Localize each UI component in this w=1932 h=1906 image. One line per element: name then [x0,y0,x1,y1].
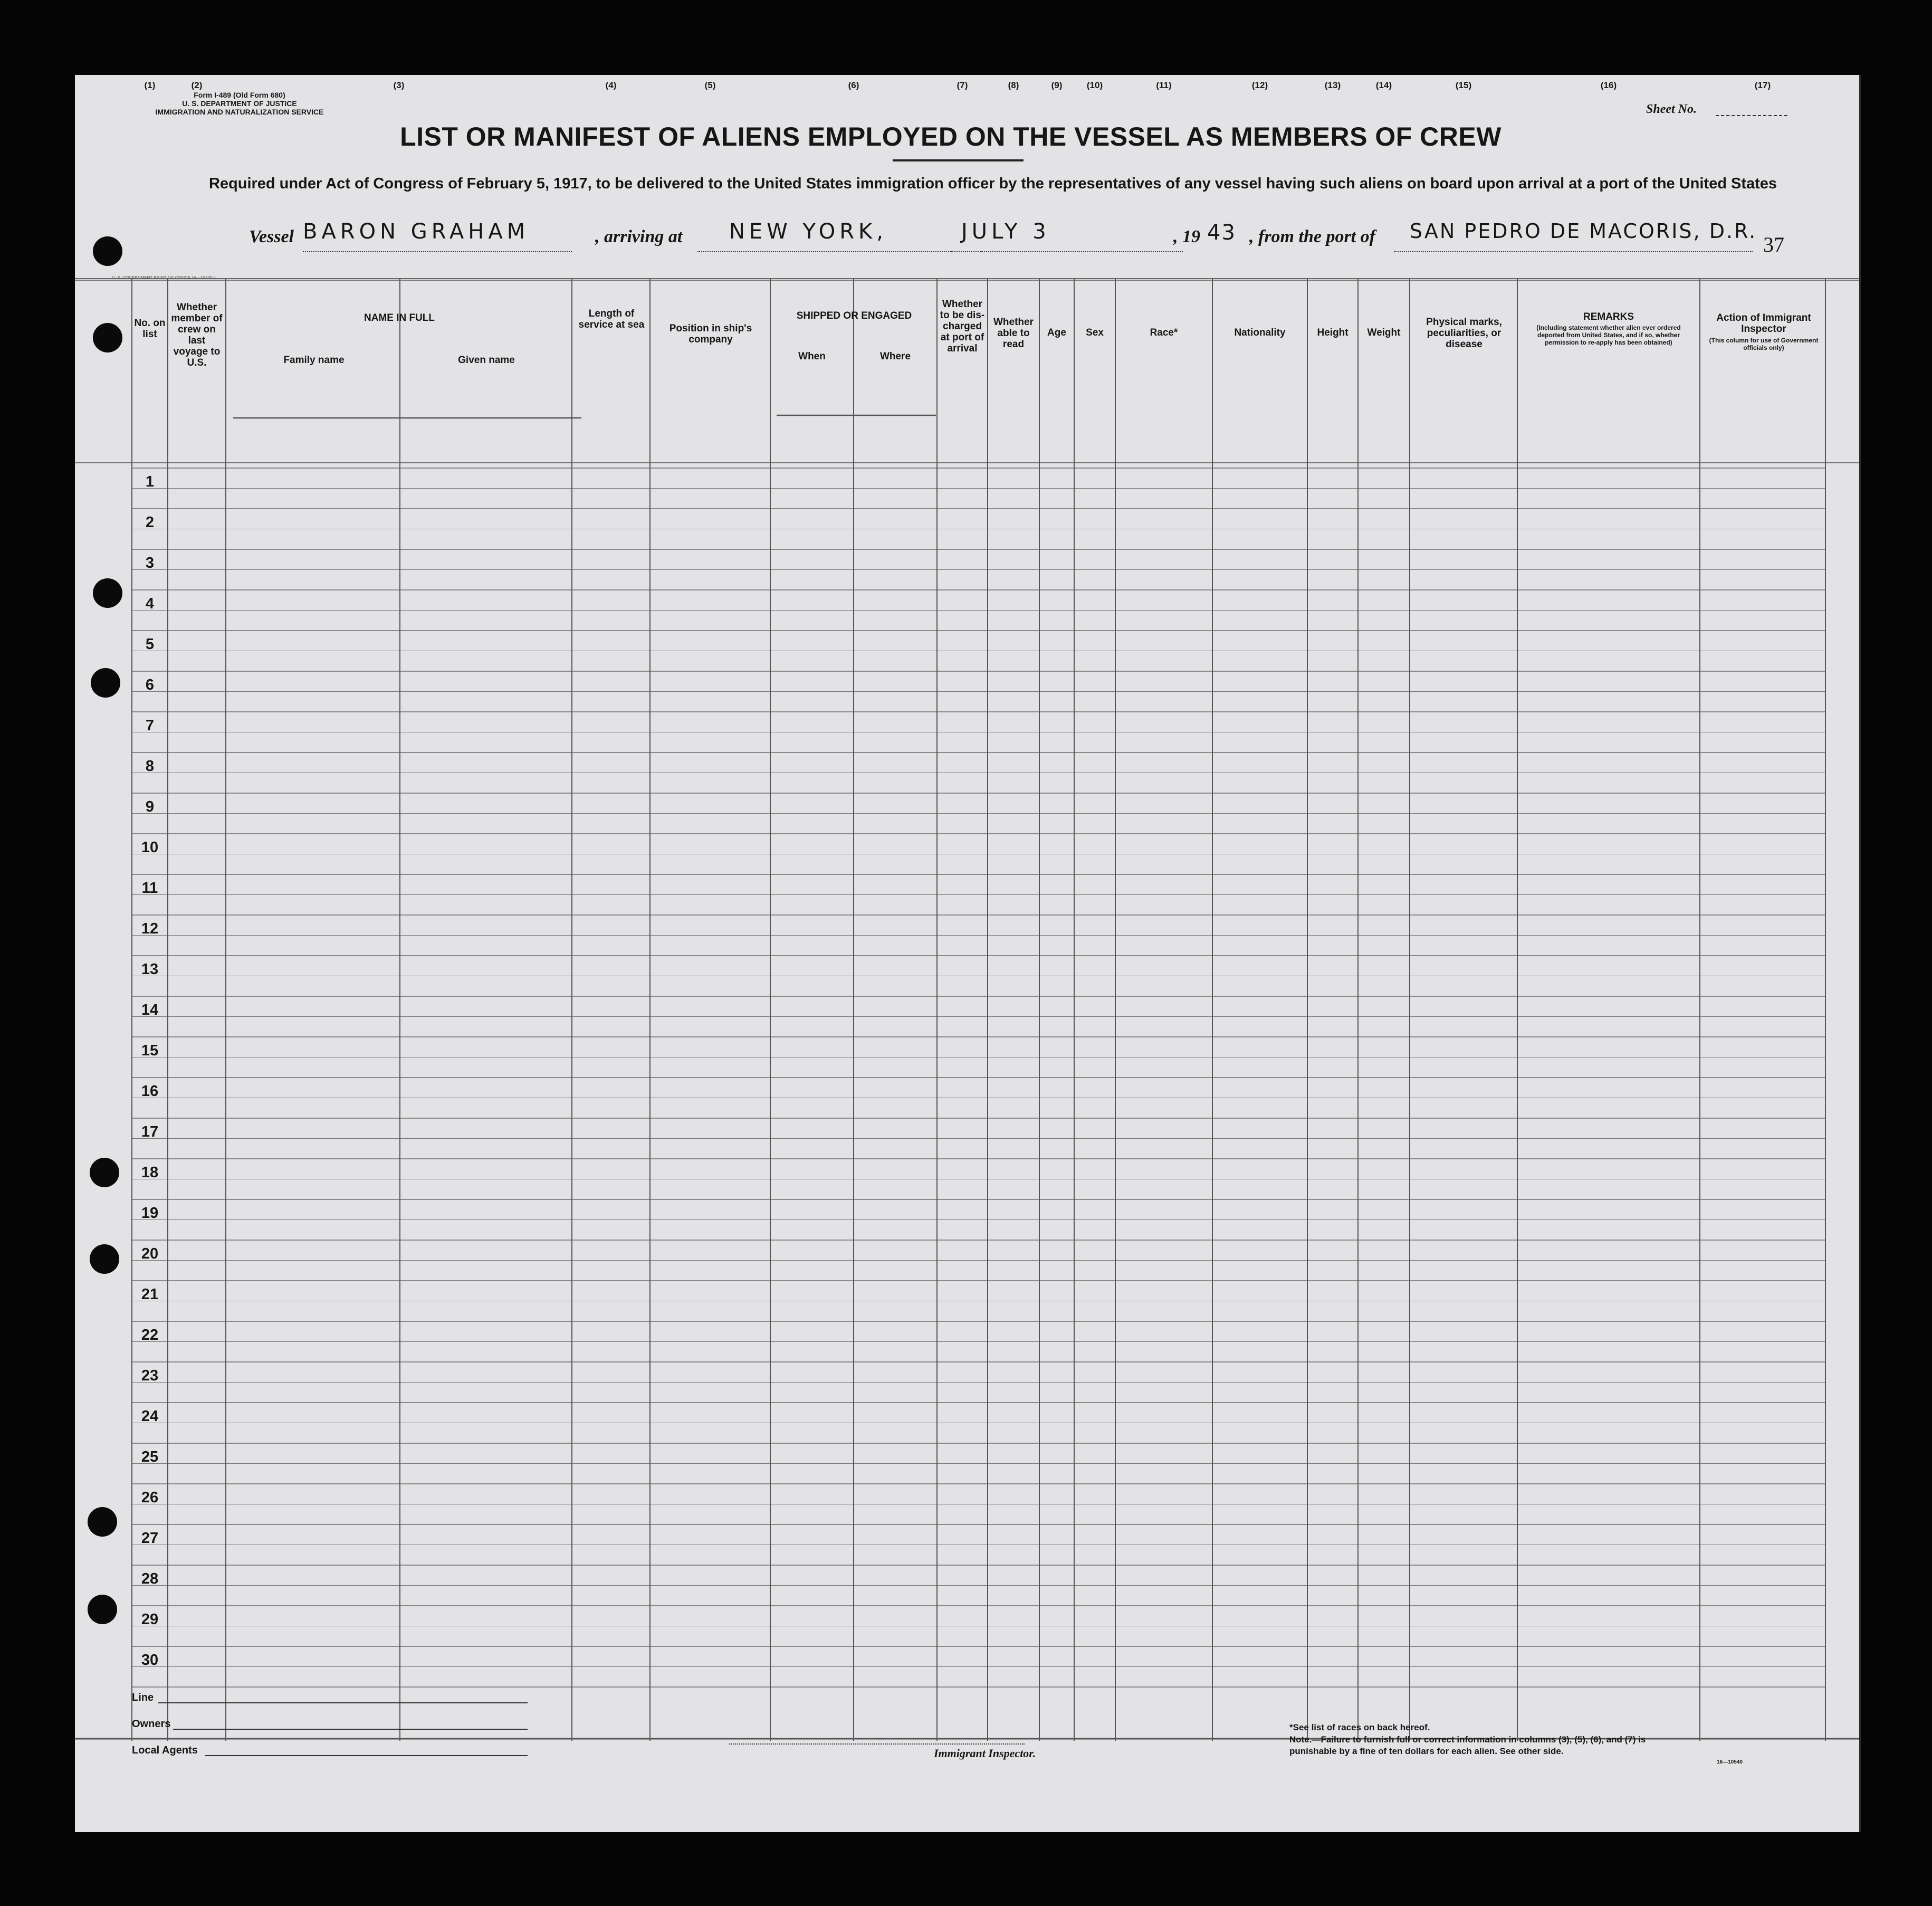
date-value: JULY 3 [961,220,1050,244]
row-number: 17 [141,1123,159,1140]
row-number: 9 [145,798,155,815]
col-num-8: (8) [1008,80,1019,90]
col-num-2: (2) [191,80,203,90]
col-num-12: (12) [1251,80,1268,90]
row-number: 15 [141,1042,159,1059]
arriving-field[interactable] [729,220,887,244]
from-port-label: , from the port of [1249,227,1375,246]
header-shipped-when: When [798,351,826,362]
row-number: 21 [141,1286,159,1303]
header-inspector-note: (This column for use of Government officials only) [1709,337,1819,351]
year-prefix: , 19 [1173,227,1200,246]
header-age: Age [1047,327,1066,338]
header-physical-marks: Physical marks, peculiarities, or disease [1426,317,1502,350]
row-number: 28 [141,1570,159,1587]
binder-hole [88,1507,117,1537]
arriving-underline [697,251,982,252]
form-number: Form I-489 (Old Form 680) [194,91,285,99]
row-number: 20 [141,1245,159,1262]
header-able-to-read: Whether able to read [993,317,1034,350]
header-discharged: Whether to be dis-charged at port of arrival [940,299,985,354]
manifest-sheet [75,75,1861,1832]
col-num-11: (11) [1156,80,1172,90]
owners-label: Owners [132,1718,171,1730]
department-name: U. S. DEPARTMENT OF JUSTICE [182,99,297,108]
binder-hole [88,1595,117,1624]
header-sex: Sex [1086,327,1104,338]
binder-hole [93,323,122,352]
header-name-in-full: NAME IN FULL [364,312,435,323]
row-number: 18 [141,1164,159,1181]
header-no-on-list: No. on list [134,318,166,340]
row-number: 3 [145,555,155,571]
header-nationality: Nationality [1234,327,1286,338]
inspector-signature-label: Immigrant Inspector. [934,1747,1036,1760]
form-code: 16—10540 [1717,1759,1743,1765]
vessel-value: BARON GRAHAM [303,220,530,244]
header-inspector-action: Action of Immigrant Inspector [1716,312,1811,335]
col-num-3: (3) [393,80,405,90]
from-port-underline [1394,251,1753,252]
sheet-no-field[interactable] [1716,115,1787,116]
col-num-14: (14) [1375,80,1392,90]
binder-hole [93,236,122,266]
row-number: 22 [141,1327,159,1343]
row-number: 23 [141,1367,159,1384]
header-weight: Weight [1367,327,1401,338]
printing-office-note: U. S. GOVERNMENT PRINTING OFFICE 16—10540-1 [112,275,216,280]
row-number: 10 [141,839,159,856]
row-number: 30 [141,1652,159,1669]
arriving-label: , arriving at [595,227,683,246]
row-number: 13 [141,961,159,978]
header-family-name: Family name [283,355,345,366]
local-agents-label: Local Agents [132,1745,198,1756]
line-field[interactable] [158,1702,528,1703]
col-num-10: (10) [1086,80,1103,90]
row-number: 27 [141,1530,159,1547]
header-given-name: Given name [458,355,515,366]
binder-hole [93,578,122,608]
row-number: 16 [141,1083,159,1100]
from-port-value: SAN PEDRO DE MACORIS, D.R. [1410,220,1757,243]
header-position: Position in ship's company [669,323,752,345]
header-shipped-or-engaged: SHIPPED OR ENGAGED [796,310,912,321]
col-num-9: (9) [1051,80,1063,90]
row-number: 11 [141,880,158,897]
year-field[interactable] [1207,221,1236,245]
row-number: 2 [145,514,155,531]
vessel-label: Vessel [249,227,294,246]
race-note: *See list of races on back hereof. [1289,1722,1430,1732]
col-num-15: (15) [1455,80,1472,90]
col-num-1: (1) [144,80,156,90]
row-number: 7 [145,717,155,734]
row-number: 4 [145,595,155,612]
col-num-17: (17) [1754,80,1771,90]
row-number: 6 [145,676,155,693]
subtitle: Required under Act of Congress of February 5, 1917, to be delivered to the United States immigration officer by the representatives of any vessel having such aliens on board upon arrival at a port of the United States [208,175,1777,192]
row-number: 26 [141,1489,159,1506]
row-number: 1 [145,473,155,490]
service-name: IMMIGRATION AND NATURALIZATION SERVICE [155,108,324,116]
row-number: 24 [141,1408,159,1425]
row-number: 29 [141,1611,159,1628]
col-num-4: (4) [605,80,617,90]
col-num-5: (5) [704,80,716,90]
arriving-value: NEW YORK, [729,220,887,244]
header-shipped-where: Where [879,351,911,362]
manifest-table [75,278,1859,1752]
vessel-field[interactable] [303,220,567,244]
page-title: LIST OR MANIFEST OF ALIENS EMPLOYED ON THE VESSEL AS MEMBERS OF CREW [400,122,1501,151]
row-number: 5 [145,636,155,653]
binder-hole [90,1244,119,1274]
penalty-note: Note.—Failure to furnish full or correct information in columns (3), (5), (6), and (7) is punishable by a fine of ten dollars for each alien. See other side. [1289,1735,1646,1756]
col-num-6: (6) [848,80,859,90]
header-length-of-service: Length of service at sea [578,308,645,330]
header-remarks: REMARKS [1583,311,1634,322]
row-number: 12 [141,920,159,937]
local-agents-field[interactable] [205,1755,528,1756]
header-remarks-note: (Including statement whether alien ever ordered deported from United States, and if so, whether permission to re-apply has been obtained) [1536,324,1681,346]
header-height: Height [1317,327,1348,338]
row-number: 19 [141,1205,159,1222]
binder-hole [90,1158,119,1187]
sheet-number: 37 [1763,233,1784,256]
row-number: 8 [145,758,155,775]
col-num-13: (13) [1324,80,1341,90]
owners-field[interactable] [173,1729,528,1730]
row-number: 14 [141,1002,159,1018]
header-race: Race* [1150,327,1178,338]
col-num-16: (16) [1600,80,1617,90]
year-value: 43 [1207,221,1236,245]
from-port-field[interactable] [1410,220,1757,243]
title-rule [893,159,1024,161]
header-member-of-crew: Whether member of crew on last voyage to U.S. [171,302,223,368]
vessel-underline [303,251,572,252]
date-field[interactable] [961,220,1050,244]
col-num-7: (7) [957,80,968,90]
line-label: Line [132,1692,154,1703]
date-underline [951,251,1183,252]
row-number: 25 [141,1448,159,1465]
sheet-no-label: Sheet No. [1646,102,1697,116]
form-identification [129,91,350,116]
inspector-signature-field[interactable] [729,1743,1025,1745]
binder-hole [91,668,120,698]
